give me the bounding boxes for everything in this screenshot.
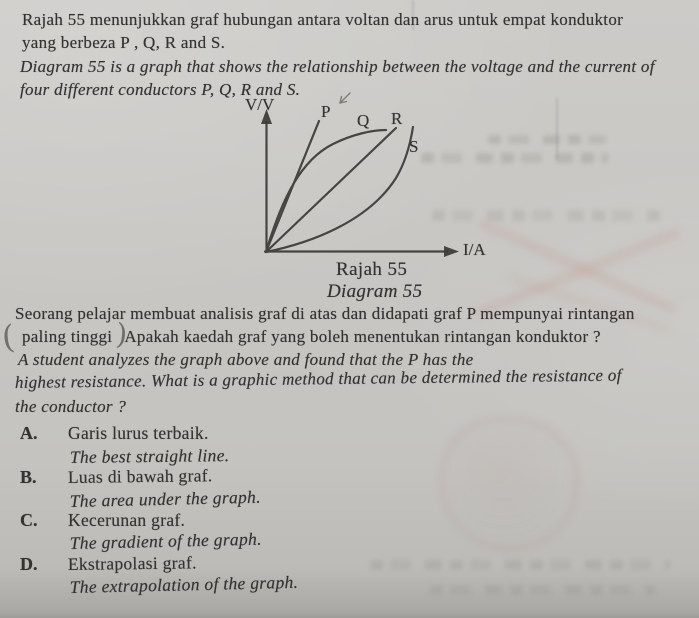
intro-line-3: Diagram 55 is a graph that shows the relationship between the voltage and the current of xyxy=(20,57,655,76)
x-axis-arrow-icon xyxy=(444,246,459,257)
question-english-line-3: the conductor ? xyxy=(15,397,127,416)
curve-label-Q: Q xyxy=(357,111,370,130)
question-malay-line-2-rest: Apakah kaedah graf yang boleh menentukan rintangan konduktor ? xyxy=(124,327,601,346)
handwritten-open-paren: ( xyxy=(0,317,17,357)
option-c-malay: Kecerunan graf. xyxy=(68,510,186,530)
curve-label-P: P xyxy=(321,102,331,121)
option-d-malay: Ekstrapolasi graf. xyxy=(67,552,197,575)
question-malay-line-2-highlighted: paling tinggi xyxy=(22,327,113,346)
question-malay-line-1: Seorang pelajar membuat analisis graf di atas dan didapati graf P mempunyai rintangan xyxy=(15,304,635,323)
curve-S xyxy=(266,127,413,252)
option-d-english: The extrapolation of the graph. xyxy=(69,571,299,598)
graph-caption-malay: Rajah 55 xyxy=(336,259,408,280)
intro-line-4: four different conductors P, Q, R and S. xyxy=(20,80,301,99)
curve-R xyxy=(266,128,396,252)
curve-label-S: S xyxy=(409,137,419,156)
question-english-line-2: highest resistance. What is a graphic method that can be determined the resistance of xyxy=(14,365,622,393)
question-malay-line-2 xyxy=(22,327,601,347)
option-a-letter: A. xyxy=(20,423,38,443)
handwritten-close-paren: ) xyxy=(114,316,129,352)
option-c-english: The gradient of the graph. xyxy=(69,528,262,554)
y-axis-label: V/V xyxy=(245,95,275,114)
option-a-english: The best straight line. xyxy=(69,445,230,468)
option-b-english: The area under the graph. xyxy=(69,486,262,512)
graph-caption-english: Diagram 55 xyxy=(327,281,423,302)
option-c-letter: C. xyxy=(20,510,38,530)
handwritten-arrow-icon xyxy=(340,93,350,103)
curve-label-R: R xyxy=(391,109,403,128)
question-english-line-1: A student analyzes the graph above and found that the P has the xyxy=(18,350,474,369)
option-b-letter: B. xyxy=(20,467,37,487)
option-d-letter: D. xyxy=(20,554,38,574)
x-axis-label: I/A xyxy=(463,240,486,259)
option-b-malay: Luas di bawah graf. xyxy=(67,465,213,488)
option-a-malay: Garis lurus terbaik. xyxy=(68,423,209,443)
intro-line-1: Rajah 55 menunjukkan graf hubungan antara voltan dan arus untuk empat konduktor xyxy=(22,10,624,29)
intro-line-2: yang berbeza P , Q, R and S. xyxy=(22,33,226,52)
